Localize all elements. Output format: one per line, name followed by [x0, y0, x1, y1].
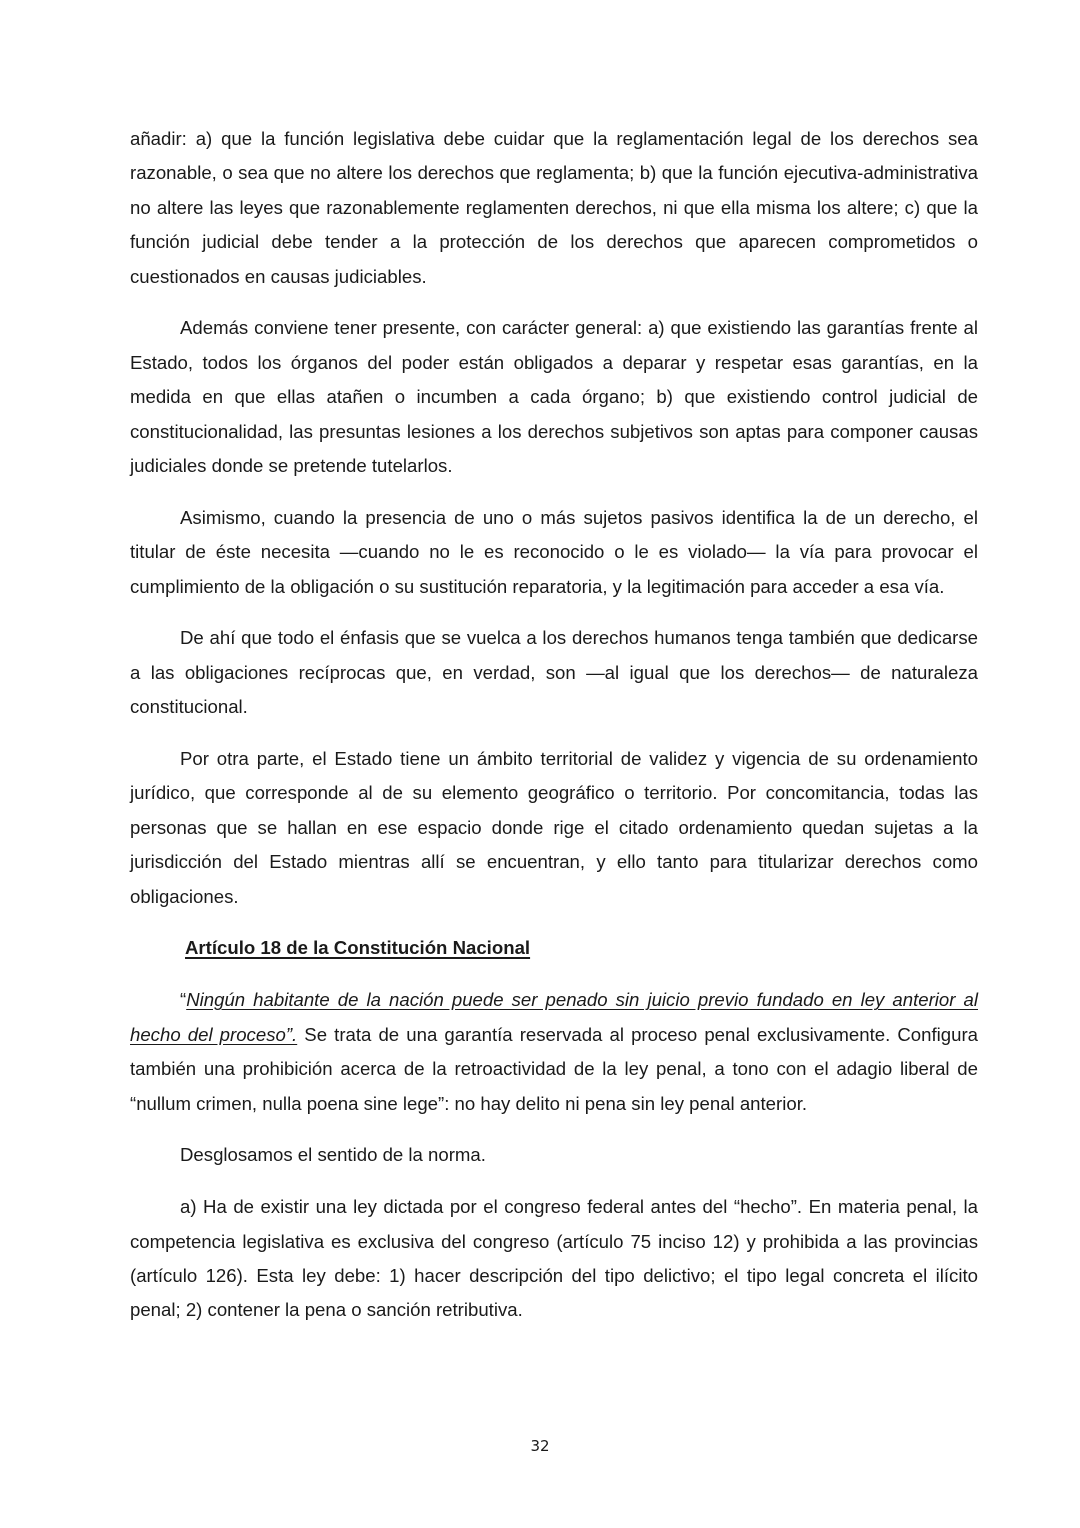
paragraph-sujetos-pasivos: Asimismo, cuando la presencia de uno o más sujetos pasivos identifica la de un derecho, el titular de éste necesita —cuando no le es reconocido o le es violado— la vía para provocar el cumplimiento de la obligación o su sustitución reparatoria, y la legitimación para acceder a esa vía. [130, 506, 978, 597]
page-body [130, 122, 978, 1345]
page-number: 32 [530, 1437, 550, 1455]
article-commentary: Se trata de una garantía reservada al proceso penal exclusivamente. Configura también una prohibición acerca de la retroactividad de la ley penal, a tono con el adagio liberal de “nullum crimen, nulla poena sine lege”: no hay delito ni pena sin ley penal anterior. [130, 1023, 978, 1114]
paragraph-desglosamos: Desglosamos el sentido de la norma. [180, 1144, 486, 1166]
paragraph-continuation: añadir: a) que la función legislativa debe cuidar que la reglamentación legal de los derechos sea razonable, o sea que no altere los derechos que reglamenta; b) que la función ejecutiva-administrativa no altere las leyes que razonablemente reglamenten derechos, ni que ella misma los altere; c) que la función judicial debe tender a la protección de los derechos que aparecen comprometidos o cuestionados en causas judiciables. [130, 128, 978, 287]
paragraph-garantias: Además conviene tener presente, con carácter general: a) que existiendo las garantías frente al Estado, todos los órganos del poder están obligados a deparar y respetar esas garantías, en la medida en que ellas atañen o incumben a cada órgano; b) que existiendo control judicial de constitucionalidad, las presuntas lesiones a los derechos subjetivos son aptas para componer causas judiciales donde se pretende tutelarlos. [130, 317, 978, 477]
paragraph-article-quote [130, 983, 978, 1121]
section-heading: Artículo 18 de la Constitución Nacional [185, 937, 531, 959]
paragraph-ambito-territorial: Por otra parte, el Estado tiene un ámbito territorial de validez y vigencia de su ordenamiento jurídico, que corresponde al de su elemento geográfico o territorio. Por concomitancia, todas las personas que se hallan en ese espacio donde rige el citado ordenamiento quedan sujetas a la jurisdicción del Estado mientras allí se encuentran, y ello tanto para titularizar derechos como obligaciones. [130, 748, 978, 907]
article-quote: Ningún habitante de la nación puede ser penado sin juicio previo fundado en ley anterior al hecho del proceso”. [130, 989, 978, 1045]
paragraph-derechos-humanos: De ahí que todo el énfasis que se vuelca a los derechos humanos tenga también que dedicarse a las obligaciones recíprocas que, en verdad, son —al igual que los derechos— de naturaleza constitucional. [130, 627, 978, 718]
paragraph-item-a: a) Ha de existir una ley dictada por el congreso federal antes del “hecho”. En materia penal, la competencia legislativa es exclusiva del congreso (artículo 75 inciso 12) y prohibida a las provincias (artículo 126). Esta ley debe: 1) hacer descripción del tipo delictivo; el tipo legal concreta el ilícito penal; 2) contener la pena o sanción retributiva. [130, 1196, 978, 1321]
open-quote: “ [180, 989, 187, 1011]
